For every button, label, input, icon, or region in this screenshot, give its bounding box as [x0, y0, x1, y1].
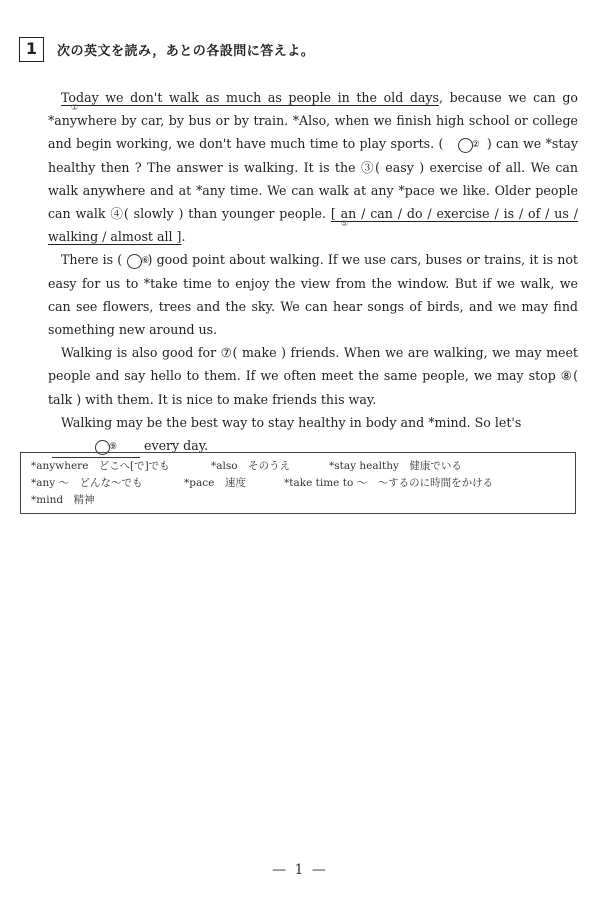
paragraph-3-text-c: ( talk ) with them. It is nice to make friends this way. [48, 368, 578, 407]
glossary-item: *take time to ～ ～するのに時間をかける [284, 477, 494, 489]
marker-8: ⑧ [560, 368, 574, 384]
paragraph-1: ① Today we don't walk as much as people in the old days, because we can go *anywhere by car, by bus or by train. *Also, when we finish high school or college and begin working, we don't have much time to play sports. ( ② ) can we *stay healthy then ? The answer is walking. It is the ③( easy ) exercise of all. We can walk anywhere and at *any time. We can walk at any *pace we like. Older people can walk ④( slowly ) than younger people. ⑤ [ an / can / do / exercise / is / of / us / walking / almost all ]. [48, 90, 579, 245]
blank-9-number: ⑨ [95, 440, 110, 455]
paragraph-1-text-c: ( easy ) exercise of all. We can walk anywhere and at *any time. We can walk at any *pace we like. Older people can walk [48, 159, 579, 222]
paragraph-3-text-b: ( make ) friends. When we are walking, we may meet people and say hello to them. If we often meet the same people, we may stop [48, 345, 578, 384]
scramble-words: [ an / can / do / exercise / is / of / us / walking / almost all ] [48, 206, 578, 245]
glossary-item: *mind 精神 [31, 494, 95, 506]
reading-passage [48, 86, 578, 458]
paragraph-4-text-b: every day. [144, 438, 209, 454]
paragraph-2 [48, 248, 578, 341]
paragraph-4-text-a: Walking may be the best way to stay healthy in body and *mind. So let's [61, 414, 522, 430]
glossary-item: *any ～ どんな～でも [31, 477, 143, 489]
page-number: — 1 — [272, 862, 328, 878]
paragraph-1-text-a: , because we can go *anywhere by car, by bus or by train. *Also, when we finish high school or college and begin working, we don't have much time to play sports. ( [48, 90, 579, 152]
paragraph-3 [48, 341, 578, 411]
marker-7: ⑦ [220, 345, 233, 361]
paragraph-1-end: . [181, 229, 186, 245]
glossary-box [20, 452, 576, 514]
question-number-box: 1 [19, 37, 44, 62]
glossary-row [31, 475, 565, 492]
marker-3: ③ [360, 159, 375, 175]
paragraph-3-text-a: Walking is also good for [61, 345, 217, 361]
blank-6: ⑥ [127, 254, 142, 269]
underlined-sentence-1: Today we don't walk as much as people in the old days [61, 90, 439, 105]
glossary-item: *pace 速度 [184, 477, 246, 489]
marker-4: ④ [110, 206, 124, 222]
glossary-item: *stay healthy 健康でいる [329, 460, 462, 472]
blank-2: ② [458, 138, 473, 153]
glossary-row [31, 492, 565, 509]
paragraph-1-text-d: ( slowly ) than younger people. [123, 206, 326, 222]
glossary-item: *anywhere どこへ[で]でも [31, 460, 170, 472]
paragraph-2-text-a: There is ( [61, 252, 123, 268]
glossary-row [31, 458, 565, 475]
glossary-item: *also そのうえ [211, 460, 291, 472]
question-instruction: 次の英文を読み，あとの各設問に答えよ。 [57, 44, 315, 59]
paragraph-1-text-b: ) can we *stay healthy then ? The answer is walking. It is the [48, 136, 579, 175]
paragraph-2-text-b: ) good point about walking. If we use cars, buses or trains, it is not easy for us to *take time to enjoy the view from the window. But if we walk, we can see flowers, trees and the sky. We can hear songs of birds, and we may find something new around us. [48, 252, 578, 338]
